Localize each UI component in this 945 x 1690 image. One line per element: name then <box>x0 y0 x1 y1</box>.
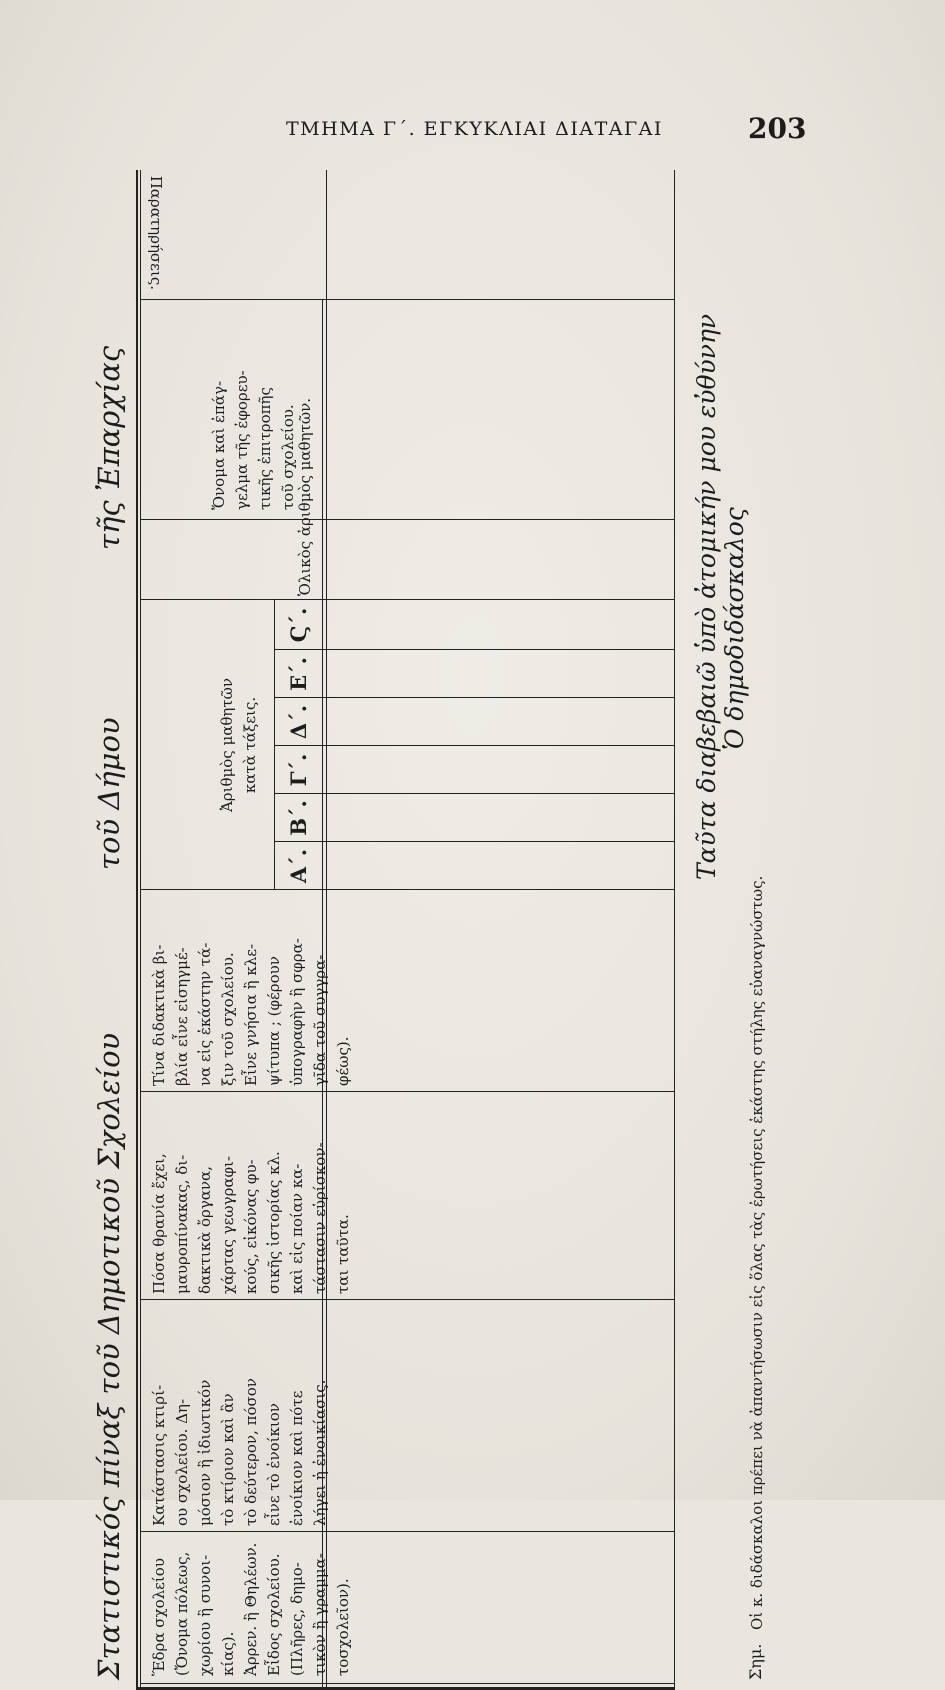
equipment-line: καὶ εἰς ποίαν κα- <box>288 1163 306 1294</box>
building-condition-line: ἐνοίκιον καὶ πότε <box>288 1390 306 1526</box>
header-cell-textbooks <box>112 892 355 1086</box>
building-condition-line: τὸ δεύτερον, πόσον <box>242 1378 260 1526</box>
header-cell-equipment <box>112 1094 355 1294</box>
school-seat-line: (Ὄνομα πόλεως, <box>173 1551 191 1676</box>
header-cell-school-committee <box>208 304 300 510</box>
grade-divider-1 <box>274 841 674 842</box>
page-number: 203 <box>748 112 807 145</box>
header-cell-pupils-by-class <box>216 610 262 880</box>
header-cell-total-pupils: Ὁλικὸς ἀριθμὸς μαθητῶν. <box>296 398 314 596</box>
equipment-line: κούς, εἰκόνας φυ- <box>242 1159 260 1294</box>
col-divider-4 <box>140 889 674 890</box>
equipment-line: ται ταῦτα. <box>334 1214 352 1294</box>
grade-divider-4 <box>274 697 674 698</box>
building-condition-line: Κατάστασις κτιρί- <box>150 1384 168 1526</box>
header-cell-building-condition <box>112 1302 332 1526</box>
equipment-line: δακτικὰ ὄργανα, <box>196 1166 214 1294</box>
textbooks-line: ψίτυπα ; (φέρουν <box>265 956 283 1086</box>
textbooks-line: Εἶνε γνήσια ἢ κλε- <box>242 943 260 1086</box>
textbooks-line: Τίνα διδακτικὰ βι- <box>150 944 168 1086</box>
school-seat-line: Ἀρρεν. ἢ Θηλέων. <box>242 1542 260 1676</box>
header-cell-remarks: Παρατηρήσεις. <box>147 175 165 290</box>
committee-line: γελμα τῆς ἐφορευ- <box>233 370 251 510</box>
col-divider-2 <box>140 1299 674 1300</box>
grade-divider-3 <box>274 745 674 746</box>
school-seat-line: Εἶδος σχολείου. <box>265 1553 283 1676</box>
table-title-school: Στατιστικός πίναξ τοῦ Δημοτικοῦ Σχολείου <box>92 1032 126 1680</box>
textbooks-line: να εἰς ἑκάστην τά- <box>196 942 214 1086</box>
school-seat-line: τικὸν ἢ γραμμα- <box>311 1553 329 1676</box>
grade-divider-2 <box>274 793 674 794</box>
building-condition-line: ου σχολείου. Δη- <box>173 1398 191 1526</box>
textbooks-line: ξιν τοῦ σχολείου. <box>219 952 237 1086</box>
table-title-municipality: τοῦ Δήμου <box>92 717 126 870</box>
table-title-province: τῆς Ἐπαρχίας <box>92 345 126 550</box>
building-condition-line: τὸ κτίριον καὶ ἂν <box>219 1393 237 1526</box>
committee-line: Ὄνομα καὶ ἐπάγ- <box>210 380 228 510</box>
grade-e: Ε΄. <box>286 657 311 691</box>
header-cell-school-seat <box>112 1534 355 1676</box>
textbooks-line: βλία εἶνε εἰσηγμέ- <box>173 947 191 1086</box>
col-divider-1 <box>140 1531 674 1532</box>
grade-a: Α΄. <box>286 848 311 884</box>
school-seat-line: χωρίου ἢ συνοι- <box>196 1554 214 1676</box>
building-condition-line: μόσιον ἢ ἰδιωτικόν <box>196 1379 214 1526</box>
teacher-signature: Ὁ δημοδιδάσκαλος <box>720 507 749 750</box>
school-seat-line: τοσχολεῖον). <box>334 1578 352 1676</box>
pupils-header-line: Ἀριθμὸς μαθητῶν <box>218 677 236 813</box>
equipment-line: σικῆς ἱστορίας κλ. <box>265 1151 283 1294</box>
certification-line: Ταῦτα διαβεβαιῶ ὑπὸ ἀτομικήν μου εὐθύνην <box>692 313 721 880</box>
grade-b: Β΄. <box>286 800 311 836</box>
table-border-bottom <box>674 170 675 1690</box>
col-divider-3 <box>140 1091 674 1092</box>
col-divider-6 <box>140 519 674 520</box>
grade-c: Γ΄. <box>286 753 311 787</box>
school-seat-line: Ἕδρα σχολείου <box>150 1558 168 1676</box>
committee-line: τικῆς ἐπιτροπῆς <box>256 387 274 510</box>
col-divider-5 <box>140 599 674 600</box>
grade-divider-5 <box>274 649 674 650</box>
equipment-line: τάστασιν εὑρίσκον- <box>311 1142 329 1294</box>
running-head: ΤΜΗΜΑ Γ΄. ΕΓΚΥΚΛΙΑΙ ΔΙΑΤΑΓΑΙ <box>286 118 663 140</box>
page-header <box>0 112 945 148</box>
col-divider-7 <box>140 299 674 300</box>
note-text: Οἱ κ. διδάσκαλοι πρέπει νὰ ἀπαντήσωσιν εἰς ὅλας τὰς ἐρωτήσεις ἑκάστης στήλης εὐαναγνώστως. <box>748 875 766 1630</box>
textbooks-line: φέως). <box>334 1036 352 1086</box>
pupils-header-line: κατὰ τάξεις. <box>241 696 259 794</box>
table-border-left-inner <box>140 1683 674 1684</box>
header-row-divider-remarks <box>326 170 327 300</box>
grade-f: Ϛ΄. <box>286 607 311 643</box>
equipment-line: Πόσα θρανία ἔχει, <box>150 1153 168 1294</box>
equipment-line: χάρτας γεωγραφι- <box>219 1156 237 1294</box>
committee-line: τοῦ σχολείου. <box>279 404 297 510</box>
equipment-line: μαυροπίνακας, δι- <box>173 1154 191 1294</box>
building-condition-line: λήγει ἡ ἐνοικίασις. <box>311 1379 329 1526</box>
school-seat-line: κίας). <box>219 1631 237 1676</box>
textbooks-line: ὑπογραφὴν ἢ σφρα- <box>288 938 306 1086</box>
grade-d: Δ΄. <box>286 704 311 740</box>
textbooks-line: γῖδα τοῦ συγγρα- <box>311 954 329 1086</box>
rotated-statistical-table <box>80 170 770 1690</box>
building-condition-line: εἶνε τὸ ἐνοίκιον <box>265 1403 283 1526</box>
school-seat-line: (Πλῆρες, δημο- <box>288 1562 306 1676</box>
note-label: Σημ. <box>746 1643 765 1680</box>
